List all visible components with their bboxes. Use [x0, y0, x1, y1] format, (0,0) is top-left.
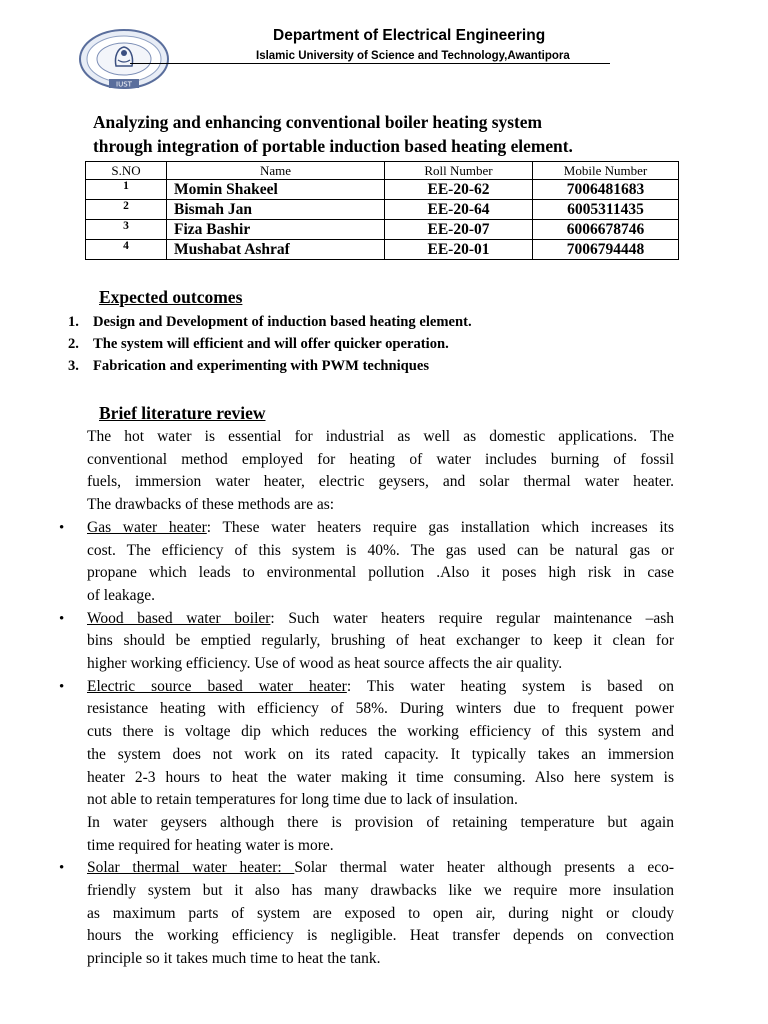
literature-body [59, 426, 674, 971]
row-sno: 1 [86, 180, 167, 200]
row-name: Mushabat Ashraf [167, 240, 385, 260]
table-row [86, 180, 679, 200]
text-line: In water geysers although there is provision of retaining temperature but again [87, 813, 674, 831]
row-mobile: 7006481683 [533, 180, 679, 200]
university-logo [78, 28, 170, 94]
list-item [59, 857, 674, 971]
header-roll-number: Roll Number [385, 162, 533, 180]
logo-text: IUST [116, 80, 132, 89]
row-name: Fiza Bashir [167, 220, 385, 240]
text-line: The drawbacks of these methods are as: [87, 496, 335, 514]
list-item [68, 334, 472, 356]
literature-heading: Brief literature review [99, 403, 266, 423]
text-line [87, 676, 674, 699]
text-line: time required for heating water is more. [87, 836, 334, 854]
row-sno: 4 [86, 240, 167, 260]
members-table [85, 161, 679, 260]
table-row [86, 240, 679, 260]
row-mobile: 6006678746 [533, 220, 679, 240]
text-line [87, 857, 674, 880]
text-line: hours the working efficiency is negligible. Heat transfer depends on convection [87, 927, 674, 945]
item-text: Fabrication and experimenting with PWM techniques [93, 358, 430, 374]
item-text: Design and Development of induction based heating element. [93, 314, 472, 330]
row-sno: 3 [86, 220, 167, 240]
header-name: Name [167, 162, 385, 180]
department-title: Department of Electrical Engineering [273, 27, 546, 44]
list-item [68, 356, 472, 378]
header-mobile-number: Mobile Number [533, 162, 679, 180]
row-mobile: 7006794448 [533, 240, 679, 260]
list-item [59, 608, 674, 676]
text-line: propane which leads to environmental pollution .Also it poses high risk in case [87, 564, 674, 582]
bullet-term: Solar thermal water heater: [87, 859, 295, 877]
header-sno: S.NO [86, 162, 167, 180]
list-item [59, 676, 674, 858]
bullet-icon: • [59, 519, 65, 536]
text-line [87, 517, 674, 540]
text-line: principle so it takes much time to heat the tank. [87, 950, 381, 968]
row-roll: EE-20-62 [385, 180, 533, 200]
text-line: fuels, immersion water heater, electric geysers, and solar thermal water heater. [87, 473, 674, 491]
bullet-text: : Such water heaters require regular maintenance –ash [270, 609, 674, 627]
bullet-term: Wood based water boiler [87, 609, 271, 627]
text-line: cost. The efficiency of this system is 40%. The gas used can be natural gas or [87, 541, 674, 559]
text-line: not able to retain temperatures for long time due to lack of insulation. [87, 791, 518, 809]
table-row [86, 220, 679, 240]
text-line: higher working efficiency. Use of wood as heat source affects the air quality. [87, 655, 563, 673]
bullet-term: Gas water heater [87, 518, 207, 536]
text-line: cuts there is voltage dip which reduces the working efficiency of this system and [87, 723, 674, 741]
list-item [68, 312, 472, 334]
item-number: 1. [68, 314, 79, 330]
item-number: 3. [68, 358, 79, 374]
project-title-line: Analyzing and enhancing conventional boiler heating system [93, 112, 542, 132]
row-roll: EE-20-01 [385, 240, 533, 260]
text-line [87, 608, 674, 631]
item-text: The system will efficient and will offer quicker operation. [93, 336, 449, 352]
text-line: as maximum parts of system are exposed to open air, during night or cloudy [87, 904, 674, 922]
bullet-text: : These water heaters require gas installation which increases its [206, 518, 674, 536]
row-name: Bismah Jan [167, 200, 385, 220]
text-line: the system does not work on its rated capacity. It typically takes an immersion [87, 745, 674, 763]
university-name: Islamic University of Science and Technology,Awantipora [256, 50, 570, 62]
text-line: conventional method employed for heating of water includes burning of fossil [87, 450, 674, 468]
project-title-line: through integration of portable induction based heating element. [93, 136, 573, 156]
table-row [86, 200, 679, 220]
bullet-icon: • [59, 610, 65, 627]
text-line: of leakage. [87, 586, 155, 604]
row-sno: 2 [86, 200, 167, 220]
header-divider [130, 63, 610, 64]
text-line: bins should be emptied regularly, brushing of heat exchanger to keep it clean for [87, 632, 674, 650]
item-number: 2. [68, 336, 79, 352]
bullet-text: Solar thermal water heater although presents a eco- [294, 859, 674, 877]
text-line: heater 2-3 hours to heat the water making it time consuming. Also here system is [87, 768, 674, 786]
bullet-icon: • [59, 860, 65, 877]
bullet-icon: • [59, 678, 65, 695]
text-line: resistance heating with efficiency of 58%. During winters due to frequent power [87, 700, 674, 718]
table-header-row [86, 162, 679, 180]
row-name: Momin Shakeel [167, 180, 385, 200]
text-line: The hot water is essential for industrial as well as domestic applications. The [87, 428, 674, 445]
text-line: friendly system but it also has many drawbacks like we require more insulation [87, 882, 674, 900]
bullet-term: Electric source based water heater [87, 677, 347, 695]
outcomes-heading: Expected outcomes [99, 287, 243, 307]
row-roll: EE-20-07 [385, 220, 533, 240]
row-mobile: 6005311435 [533, 200, 679, 220]
list-item [59, 517, 674, 608]
bullet-text: : This water heating system is based on [346, 677, 674, 695]
project-title [93, 110, 693, 158]
row-roll: EE-20-64 [385, 200, 533, 220]
outcomes-list [68, 312, 472, 378]
